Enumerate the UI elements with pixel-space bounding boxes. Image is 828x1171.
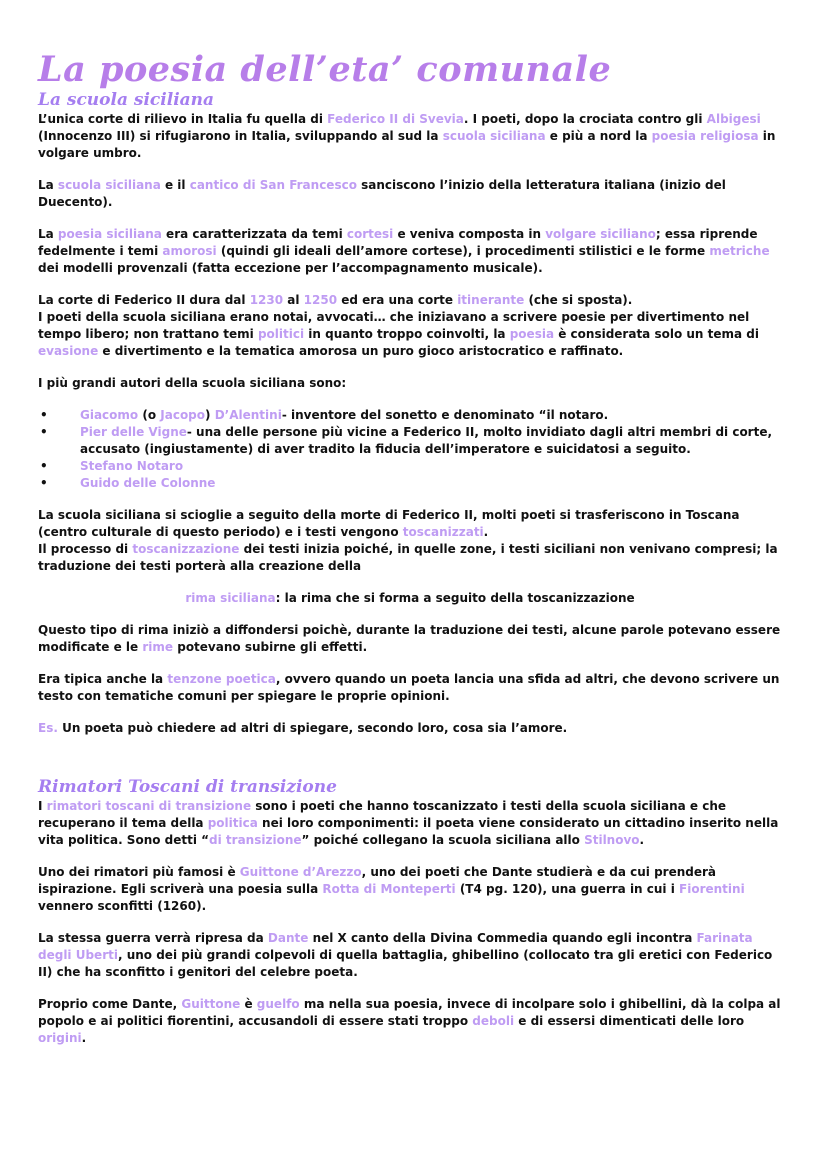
highlighted-term: poesia religiosa bbox=[651, 129, 759, 143]
highlighted-term: Giacomo bbox=[80, 408, 139, 422]
paragraph-inizio-letteratura bbox=[38, 177, 782, 211]
paragraph-intro bbox=[38, 111, 782, 162]
highlighted-term: 1250 bbox=[303, 293, 338, 307]
highlighted-term: scuola siciliana bbox=[57, 178, 161, 192]
paragraph-guittone bbox=[38, 864, 782, 915]
paragraph-guelfo bbox=[38, 996, 782, 1047]
page-title: La poesia dell’eta’ comunale bbox=[38, 49, 612, 90]
text-run: , uno dei più grandi colpevoli di quella battaglia, ghibellino (collocato tra gli eretici con Federico II) che ha sconfitto i genitori del celebre poeta. bbox=[38, 948, 773, 979]
highlighted-term: Dante bbox=[267, 931, 309, 945]
text-run: Proprio come Dante, bbox=[38, 997, 182, 1011]
text-run: La scuola siciliana si scioglie a seguito della morte di Federico II, molti poeti si trasferiscono in Toscana (centro culturale di questo periodo) e i testi vengono bbox=[38, 508, 740, 539]
text-run: e più a nord la bbox=[545, 129, 652, 143]
list-item-pier-delle-vigne bbox=[38, 424, 782, 458]
text-run: Era tipica anche la bbox=[38, 672, 168, 686]
text-run: è considerata solo un tema di bbox=[554, 327, 759, 341]
highlighted-term: poesia bbox=[509, 327, 555, 341]
highlighted-term: rime bbox=[142, 640, 174, 654]
text-run: nel X canto della Divina Commedia quando egli incontra bbox=[308, 931, 697, 945]
text-run: , uno dei poeti che Dante studierà e da cui prenderà ispirazione. Egli scriverà una poesia sulla bbox=[38, 865, 717, 896]
highlighted-term: Stefano Notaro bbox=[80, 459, 184, 473]
highlighted-term: origini bbox=[38, 1031, 82, 1045]
highlighted-term: guelfo bbox=[256, 997, 300, 1011]
text-run: ; essa riprende fedelmente i temi bbox=[38, 227, 758, 258]
text-run: potevano subirne gli effetti. bbox=[173, 640, 368, 654]
highlighted-term: metriche bbox=[709, 244, 770, 258]
highlighted-term: toscanizzazione bbox=[132, 542, 240, 556]
text-run: - inventore del sonetto e denominato “il notaro. bbox=[281, 408, 609, 422]
highlighted-term: 1230 bbox=[249, 293, 284, 307]
highlighted-term: rimatori toscani di transizione bbox=[46, 799, 252, 813]
highlighted-term: evasione bbox=[38, 344, 99, 358]
text-run: e di essersi dimenticati delle loro bbox=[514, 1014, 745, 1028]
paragraph-dante-farinata bbox=[38, 930, 782, 981]
highlighted-term: politica bbox=[207, 816, 258, 830]
text-run: ) bbox=[205, 408, 215, 422]
paragraph-corte-federico bbox=[38, 292, 782, 360]
text-run: : la rima che si forma a seguito della toscanizzazione bbox=[275, 591, 635, 605]
highlighted-term: toscanizzati bbox=[402, 525, 484, 539]
text-run: . I poeti, dopo la crociata contro gli bbox=[463, 112, 707, 126]
text-run: sono i poeti che hanno toscanizzato i testi della scuola siciliana e che recuperano il tema della bbox=[38, 799, 726, 830]
authors-list bbox=[38, 407, 782, 492]
highlighted-term: Jacopo bbox=[160, 408, 206, 422]
text-run: I poeti della scuola siciliana erano notai, avvocati… che iniziavano a scrivere poesie per divertimento nel tempo libero; non trattano temi bbox=[38, 310, 750, 341]
text-run: La stessa guerra verrà ripresa da bbox=[38, 931, 268, 945]
highlighted-term: politici bbox=[257, 327, 305, 341]
highlighted-term: Guido delle Colonne bbox=[80, 476, 216, 490]
highlighted-term: rima siciliana bbox=[185, 591, 276, 605]
highlighted-term: Es. bbox=[38, 721, 58, 735]
text-run: ” poiché collegano la scuola siciliana allo bbox=[301, 833, 585, 847]
text-run: La corte di Federico II dura dal bbox=[38, 293, 250, 307]
highlighted-term: scuola siciliana bbox=[442, 129, 546, 143]
text-run: L’unica corte di rilievo in Italia fu quella di bbox=[38, 112, 328, 126]
text-run: Uno dei rimatori più famosi è bbox=[38, 865, 240, 879]
paragraph-rima bbox=[38, 622, 782, 656]
text-run: dei modelli provenzali (fatta eccezione per l’accompagnamento musicale). bbox=[38, 261, 543, 275]
text-run: (Innocenzo III) si rifugiarono in Italia, sviluppando al sud la bbox=[38, 129, 443, 143]
highlighted-term: Farinata degli Uberti bbox=[38, 931, 753, 962]
definition-rima-siciliana bbox=[38, 590, 782, 607]
text-run: . bbox=[81, 1031, 87, 1045]
highlighted-term: volgare siciliano bbox=[545, 227, 656, 241]
highlighted-term: poesia siciliana bbox=[57, 227, 162, 241]
paragraph-rimatori bbox=[38, 798, 782, 849]
text-run: sanciscono l’inizio della letteratura italiana (inizio del Duecento). bbox=[38, 178, 726, 209]
text-run: e il bbox=[160, 178, 190, 192]
text-run: e divertimento e la tematica amorosa un puro gioco aristocratico e raffinato. bbox=[98, 344, 624, 358]
highlighted-term: Albigesi bbox=[706, 112, 761, 126]
paragraph-tenzone bbox=[38, 671, 782, 705]
text-run: . bbox=[483, 525, 489, 539]
highlighted-term: tenzone poetica bbox=[167, 672, 276, 686]
text-run: nei loro componimenti: il poeta viene considerato un cittadino inserito nella vita politica. Sono detti “ bbox=[38, 816, 779, 847]
text-run: Un poeta può chiedere ad altri di spiegare, secondo loro, cosa sia l’amore. bbox=[57, 721, 568, 735]
list-item-guido-delle-colonne bbox=[38, 475, 782, 492]
paragraph-esempio bbox=[38, 720, 782, 737]
text-run: La bbox=[38, 178, 58, 192]
highlighted-term: itinerante bbox=[457, 293, 525, 307]
highlighted-term: cantico di San Francesco bbox=[189, 178, 357, 192]
text-run: e veniva composta in bbox=[393, 227, 546, 241]
text-run: (o bbox=[138, 408, 161, 422]
text-run: I bbox=[38, 799, 47, 813]
paragraph-toscanizzazione bbox=[38, 507, 782, 575]
highlighted-term: Stilnovo bbox=[584, 833, 640, 847]
list-item-stefano-notaro bbox=[38, 458, 782, 475]
highlighted-term: Fiorentini bbox=[679, 882, 745, 896]
text-run: ma nella sua poesia, invece di incolpare solo i ghibellini, dà la colpa al popolo e ai politici fiorentini, accusandoli di essere stati troppo bbox=[38, 997, 781, 1028]
highlighted-term: Guittone bbox=[181, 997, 241, 1011]
text-run: Il processo di bbox=[38, 542, 133, 556]
highlighted-term: Rotta di Monteperti bbox=[322, 882, 456, 896]
list-item-giacomo bbox=[38, 407, 782, 424]
section-heading-rimatori-toscani: Rimatori Toscani di transizione bbox=[38, 777, 337, 797]
text-run: (che si sposta). bbox=[524, 293, 633, 307]
text-run: è bbox=[240, 997, 257, 1011]
text-run: . bbox=[639, 833, 645, 847]
text-run: vennero sconfitti (1260). bbox=[38, 899, 207, 913]
text-run: I più grandi autori della scuola siciliana sono: bbox=[38, 376, 347, 390]
text-run: (quindi gli ideali dell’amore cortese), i procedimenti stilistici e le forme bbox=[216, 244, 710, 258]
text-run: Questo tipo di rima iniziò a diffondersi poichè, durante la traduzione dei testi, alcune parole potevano essere modificate e le bbox=[38, 623, 781, 654]
text-run: dei testi inizia poiché, in quelle zone, i testi siciliani non venivano compresi; la traduzione dei testi porterà alla creazione della bbox=[38, 542, 778, 573]
text-run: , ovvero quando un poeta lancia una sfida ad altri, che devono scrivere un testo con tematiche comuni per spiegare le proprie opinioni. bbox=[38, 672, 780, 703]
highlighted-term: di transizione bbox=[209, 833, 302, 847]
text-run: al bbox=[283, 293, 304, 307]
section-heading-scuola-siciliana: La scuola siciliana bbox=[38, 90, 215, 110]
text-run: - una delle persone più vicine a Federico II, molto invidiato dagli altri membri di corte, accusato (ingiustamente) di aver tradito la fiducia dell’imperatore e suicidatosi a seguito. bbox=[80, 425, 773, 456]
text-run: La bbox=[38, 227, 58, 241]
highlighted-term: Federico II di Svevia bbox=[327, 112, 464, 126]
highlighted-term: D’Alentini bbox=[214, 408, 282, 422]
text-run: (T4 pg. 120), una guerra in cui i bbox=[455, 882, 680, 896]
highlighted-term: Guittone d’Arezzo bbox=[239, 865, 362, 879]
paragraph-caratteristiche bbox=[38, 226, 782, 277]
text-run: in quanto troppo coinvolti, la bbox=[304, 327, 510, 341]
text-run: ed era una corte bbox=[337, 293, 458, 307]
highlighted-term: Pier delle Vigne bbox=[80, 425, 187, 439]
paragraph-autori-intro bbox=[38, 375, 782, 392]
highlighted-term: amorosi bbox=[162, 244, 217, 258]
text-run: in volgare umbro. bbox=[38, 129, 776, 160]
highlighted-term: deboli bbox=[472, 1014, 515, 1028]
text-run: era caratterizzata da temi bbox=[161, 227, 347, 241]
highlighted-term: cortesi bbox=[346, 227, 394, 241]
